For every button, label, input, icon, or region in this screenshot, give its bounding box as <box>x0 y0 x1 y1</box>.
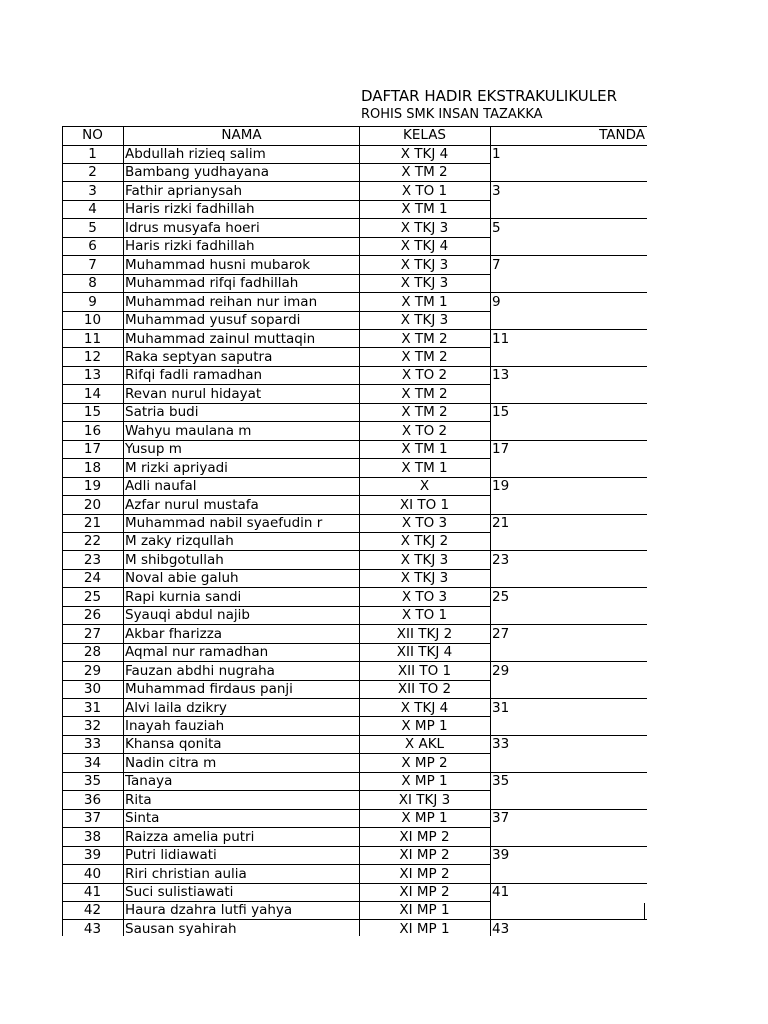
signature-number: 29 <box>492 662 510 679</box>
signature-number: 43 <box>492 920 510 936</box>
row-kelas: X TO 1 <box>401 182 448 199</box>
signature-number: 19 <box>492 478 510 495</box>
row-kelas: XI TO 1 <box>399 496 450 513</box>
row-no: 15 <box>83 404 102 421</box>
row-no: 5 <box>88 219 97 236</box>
document-subtitle: ROHIS SMK INSAN TAZAKKA <box>361 107 543 122</box>
signature-number: 1 <box>492 146 501 162</box>
row-no: 17 <box>83 441 102 458</box>
row-kelas: XI MP 2 <box>399 847 450 864</box>
signature-number: 37 <box>492 810 510 827</box>
row-nama: M zaky rizqullah <box>125 533 234 550</box>
row-kelas: X TKJ 3 <box>400 551 449 568</box>
row-kelas: X TO 3 <box>401 588 448 605</box>
row-kelas: XI MP 2 <box>399 884 450 900</box>
header-kelas: KELAS <box>402 127 447 143</box>
row-no: 37 <box>83 810 102 827</box>
row-no: 9 <box>88 293 97 310</box>
row-no: 24 <box>83 570 102 587</box>
row-nama: Haris rizki fadhillah <box>125 238 255 255</box>
row-no: 6 <box>88 238 97 255</box>
row-nama: Tanaya <box>125 773 173 790</box>
row-kelas: X TO 2 <box>401 367 448 384</box>
row-kelas: XI MP 2 <box>399 865 450 882</box>
signature-number: 17 <box>492 441 510 458</box>
row-nama: Yusup m <box>125 441 182 458</box>
row-nama: Muhammad reihan nur iman <box>125 293 318 310</box>
signature-number: 9 <box>492 293 501 310</box>
header-no: NO <box>82 127 103 143</box>
row-nama: Noval abie galuh <box>125 570 239 587</box>
row-kelas: X TKJ 3 <box>400 275 449 292</box>
row-nama: Satria budi <box>125 404 199 421</box>
attendance-table <box>62 126 647 936</box>
row-nama: Muhammad yusuf sopardi <box>125 312 301 329</box>
signature-number: 23 <box>492 551 510 568</box>
row-no: 42 <box>83 902 102 919</box>
row-nama: Muhammad zainul muttaqin <box>125 330 316 347</box>
row-kelas: X TM 1 <box>401 293 448 310</box>
signature-number: 7 <box>492 256 501 273</box>
row-nama: Suci sulistiawati <box>125 884 234 900</box>
row-nama: Riri christian aulia <box>125 865 247 882</box>
row-no: 22 <box>83 533 102 550</box>
row-nama: Syauqi abdul najib <box>125 607 250 624</box>
row-nama: Fauzan abdhi nugraha <box>125 662 275 679</box>
row-no: 29 <box>83 662 102 679</box>
row-kelas: X AKL <box>404 736 445 753</box>
row-kelas: X TKJ 2 <box>400 533 449 550</box>
row-kelas: X MP 2 <box>401 754 448 771</box>
signature-number: 5 <box>492 219 501 236</box>
row-nama: Wahyu maulana m <box>125 422 252 439</box>
row-nama: Aqmal nur ramadhan <box>125 644 269 661</box>
row-nama: Alvi laila dzikry <box>125 699 227 716</box>
row-nama: Sinta <box>125 810 160 827</box>
row-no: 26 <box>83 607 102 624</box>
row-no: 33 <box>83 736 102 753</box>
grid-line <box>490 126 491 936</box>
row-no: 19 <box>83 478 102 495</box>
row-nama: Rita <box>125 791 152 808</box>
row-nama: Inayah fauziah <box>125 717 225 734</box>
signature-number: 11 <box>492 330 510 347</box>
row-kelas: X TKJ 4 <box>400 146 449 162</box>
row-kelas: X TO 1 <box>401 607 448 624</box>
row-nama: Raka septyan saputra <box>125 348 273 365</box>
signature-number: 13 <box>492 367 510 384</box>
row-kelas: X TM 1 <box>401 459 448 476</box>
row-nama: Haris rizki fadhillah <box>125 201 255 218</box>
row-nama: Fathir aprianysah <box>125 182 243 199</box>
row-no: 35 <box>83 773 102 790</box>
row-nama: Rifqi fadli ramadhan <box>125 367 263 384</box>
row-kelas: X MP 1 <box>401 717 448 734</box>
row-kelas: X TKJ 3 <box>400 256 449 273</box>
row-nama: Rapi kurnia sandi <box>125 588 242 605</box>
row-kelas: X MP 1 <box>401 773 448 790</box>
row-kelas: XII TO 2 <box>397 681 452 698</box>
row-no: 27 <box>83 625 102 642</box>
row-no: 7 <box>88 256 97 273</box>
row-no: 25 <box>83 588 102 605</box>
document-title: DAFTAR HADIR EKSTRAKULIKULER <box>361 87 618 105</box>
row-no: 38 <box>83 828 102 845</box>
row-no: 28 <box>83 644 102 661</box>
row-kelas: XI MP 1 <box>399 920 450 936</box>
row-kelas: X MP 1 <box>401 810 448 827</box>
grid-line <box>62 126 647 127</box>
row-nama: M shibgotullah <box>125 551 224 568</box>
signature-number: 41 <box>492 884 510 900</box>
row-no: 32 <box>83 717 102 734</box>
row-nama: Sausan syahirah <box>125 920 237 936</box>
row-kelas: X TM 1 <box>401 441 448 458</box>
row-no: 43 <box>83 920 102 936</box>
row-nama: Nadin citra m <box>125 754 217 771</box>
row-no: 40 <box>83 865 102 882</box>
row-nama: Muhammad firdaus panji <box>125 681 293 698</box>
signature-number: 25 <box>492 588 510 605</box>
signature-number: 35 <box>492 773 510 790</box>
row-kelas: X TM 1 <box>401 201 448 218</box>
row-no: 30 <box>83 681 102 698</box>
row-kelas: X TM 2 <box>401 330 448 347</box>
row-no: 8 <box>88 275 97 292</box>
row-kelas: XI MP 1 <box>399 902 450 919</box>
header-nama: NAMA <box>221 127 262 143</box>
row-nama: Bambang yudhayana <box>125 164 269 181</box>
row-kelas: X TKJ 4 <box>400 699 449 716</box>
row-nama: Putri lidiawati <box>125 847 217 864</box>
row-no: 39 <box>83 847 102 864</box>
row-kelas: XII TKJ 4 <box>396 644 453 661</box>
row-no: 41 <box>83 884 102 900</box>
row-nama: Haura dzahra lutfi yahya <box>125 902 293 919</box>
row-no: 13 <box>83 367 102 384</box>
row-no: 1 <box>88 146 97 162</box>
signature-number: 31 <box>492 699 510 716</box>
row-no: 36 <box>83 791 102 808</box>
row-nama: Muhammad husni mubarok <box>125 256 311 273</box>
row-nama: Adli naufal <box>125 478 197 495</box>
row-nama: Abdullah rizieq salim <box>125 146 266 162</box>
row-kelas: XII TKJ 2 <box>396 625 453 642</box>
signature-number: 27 <box>492 625 510 642</box>
row-no: 23 <box>83 551 102 568</box>
signature-number: 21 <box>492 515 510 531</box>
header-tanda: TANDA <box>599 127 645 143</box>
row-kelas: X TM 2 <box>401 164 448 181</box>
row-no: 2 <box>88 164 97 181</box>
row-nama: Muhammad nabil syaefudin r <box>125 515 323 531</box>
signature-number: 39 <box>492 847 510 864</box>
row-no: 4 <box>88 201 97 218</box>
row-nama: Azfar nurul mustafa <box>125 496 259 513</box>
row-kelas: X TKJ 3 <box>400 312 449 329</box>
row-kelas: X TKJ 3 <box>400 219 449 236</box>
row-nama: Akbar fharizza <box>125 625 223 642</box>
row-kelas: X TM 2 <box>401 404 448 421</box>
row-kelas: X TO 3 <box>401 515 448 531</box>
row-kelas: X TO 2 <box>401 422 448 439</box>
row-no: 21 <box>83 515 102 531</box>
row-kelas: XI MP 2 <box>399 828 450 845</box>
row-no: 20 <box>83 496 102 513</box>
row-nama: Idrus musyafa hoeri <box>125 219 260 236</box>
row-kelas: XII TO 1 <box>397 662 452 679</box>
grid-line <box>644 903 645 919</box>
row-no: 34 <box>83 754 102 771</box>
row-no: 31 <box>83 699 102 716</box>
row-no: 10 <box>83 312 102 329</box>
row-kelas: X TKJ 4 <box>400 238 449 255</box>
row-nama: Khansa qonita <box>125 736 222 753</box>
signature-number: 33 <box>492 736 510 753</box>
row-kelas: X TKJ 3 <box>400 570 449 587</box>
row-nama: Revan nurul hidayat <box>125 385 262 402</box>
row-kelas: X <box>419 478 430 495</box>
row-nama: Raizza amelia putri <box>125 828 255 845</box>
signature-number: 15 <box>492 404 510 421</box>
row-no: 11 <box>83 330 102 347</box>
row-no: 14 <box>83 385 102 402</box>
row-nama: M rizki apriyadi <box>125 459 228 476</box>
row-nama: Muhammad rifqi fadhillah <box>125 275 299 292</box>
row-kelas: X TM 2 <box>401 348 448 365</box>
row-no: 12 <box>83 348 102 365</box>
row-no: 3 <box>88 182 97 199</box>
row-kelas: XI TKJ 3 <box>398 791 451 808</box>
signature-number: 3 <box>492 182 501 199</box>
row-no: 18 <box>83 459 102 476</box>
row-no: 16 <box>83 422 102 439</box>
row-kelas: X TM 2 <box>401 385 448 402</box>
